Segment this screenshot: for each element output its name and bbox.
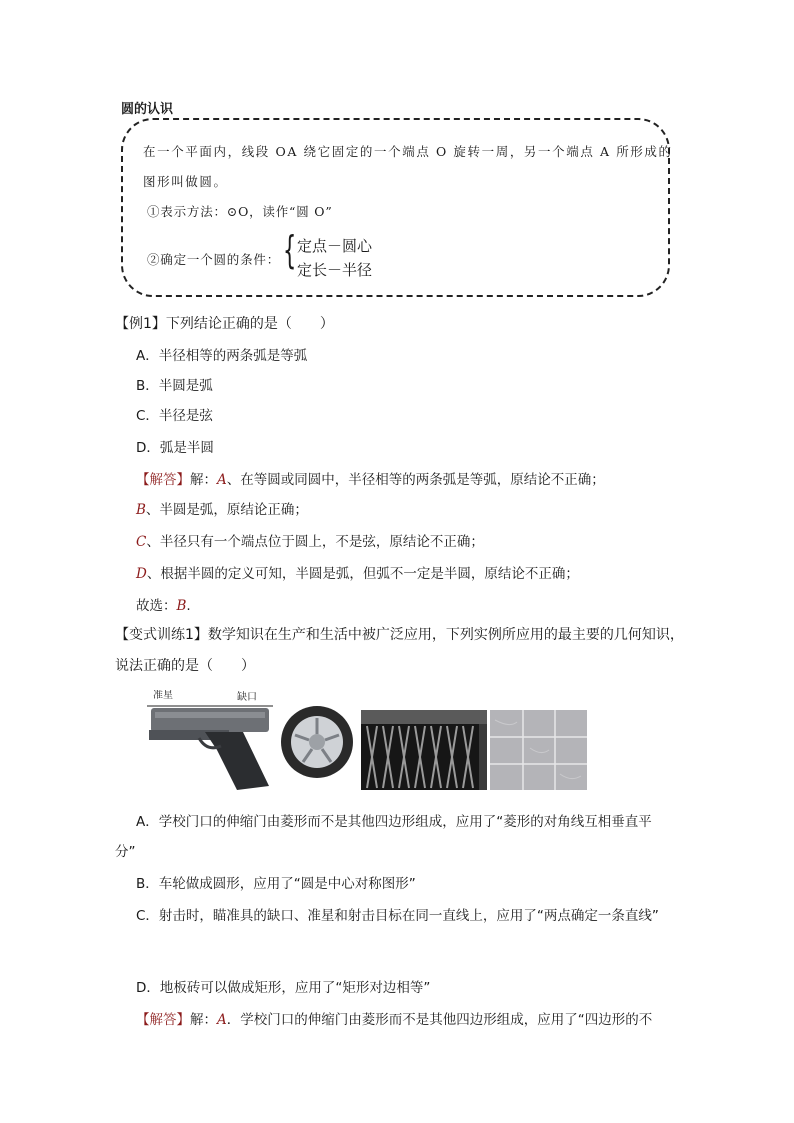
answer-text-c: 、半径只有一个端点位于圆上，不是弦，原结论不正确；: [146, 534, 484, 550]
example1-question-text: 下列结论正确的是（ ）: [165, 316, 334, 332]
example1-question: [115, 313, 334, 333]
answer-letter-d: D: [136, 566, 147, 582]
example1-answer-line-d: [136, 562, 579, 582]
example1-choice: [136, 594, 191, 614]
answer-text-b: 、半圆是弧，原结论正确；: [145, 502, 308, 518]
answer-tag: 【解答】: [136, 472, 190, 488]
training1-tag: 【变式训练1】: [115, 627, 208, 643]
choice-letter: B: [176, 598, 187, 614]
definition-line-2: 图形叫做圆。: [143, 174, 228, 189]
example1-answer-line-c: [136, 530, 484, 550]
notation-item: ①表示方法：⊙O，读作“圆 O”: [147, 204, 333, 219]
section-title: 圆的认识: [121, 102, 174, 117]
training1-question-line-2: 说法正确的是（ ）: [115, 658, 255, 674]
training1-option-a: A．学校门口的伸缩门由菱形而不是其他四边形组成，应用了“菱形的对角线互相垂直平: [136, 814, 652, 830]
floor-tiles-image: [490, 710, 587, 790]
example1-answer-line-a: [136, 468, 605, 488]
retractable-gate-image: [361, 710, 487, 790]
answer-text-d: 、根据半圆的定义可知，半圆是弧，但弧不一定是半圆，原结论不正确；: [146, 566, 579, 582]
training1-answer-intro: 解：: [190, 1012, 217, 1028]
conditions-item: ②确定一个圆的条件：: [147, 252, 281, 267]
answer-letter-c: C: [136, 534, 147, 550]
example1-option-d: D．弧是半圆: [136, 440, 214, 456]
definition-line-1: 在一个平面内，线段 OA 绕它固定的一个端点 O 旋转一周，另一个端点 A 所形成的: [143, 144, 673, 159]
example-images: [145, 690, 590, 790]
training1-question-text: 数学知识在生产和生活中被广泛应用，下列实例所应用的最主要的几何知识，: [207, 627, 684, 643]
training1-option-c: C．射击时，瞄准具的缺口、准星和射击目标在同一直线上，应用了“两点确定一条直线”: [136, 908, 659, 924]
example1-option-a: A．半径相等的两条弧是等弧: [136, 348, 308, 364]
answer-letter-a: A: [217, 472, 227, 488]
left-brace: {: [283, 228, 297, 272]
training1-answer-line: [136, 1008, 652, 1028]
training1-answer-letter: A: [217, 1012, 227, 1028]
answer-intro: 解：: [190, 472, 217, 488]
answer-letter-b: B: [136, 502, 146, 518]
example1-option-b: B．半圆是弧: [136, 378, 213, 394]
brace-line-radius: 定长－半径: [297, 261, 373, 279]
pistol-image: [147, 690, 273, 790]
choice-suffix: .: [186, 598, 191, 614]
training1-option-d: D．地板砖可以做成矩形，应用了“矩形对边相等”: [136, 980, 431, 996]
training1-answer-tag: 【解答】: [136, 1012, 190, 1028]
example1-option-c: C．半径是弦: [136, 408, 213, 424]
example1-answer-line-b: [136, 498, 308, 518]
training1-question-line-1: [115, 624, 684, 644]
front-sight-label: 准星: [153, 690, 173, 701]
notch-label: 缺口: [237, 692, 257, 703]
choice-prefix: 故选：: [136, 598, 177, 614]
training1-option-a-cont: 分”: [115, 844, 136, 860]
training1-answer-text: ．学校门口的伸缩门由菱形而不是其他四边形组成，应用了“四边形的不: [226, 1012, 653, 1028]
answer-text-a: 、在等圆或同圆中，半径相等的两条弧是等弧，原结论不正确；: [226, 472, 605, 488]
wheel-image: [281, 706, 353, 778]
example1-tag: 【例1】: [115, 316, 166, 332]
training1-option-b: B．车轮做成圆形，应用了“圆是中心对称图形”: [136, 876, 416, 892]
brace-line-center: 定点－圆心: [297, 237, 373, 255]
